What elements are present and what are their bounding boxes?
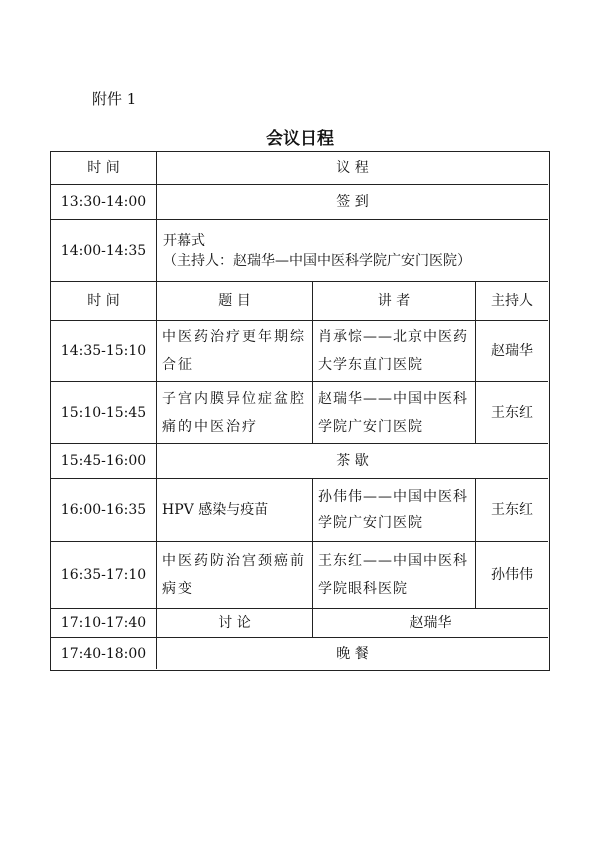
opening-title: 开幕式	[163, 232, 205, 249]
header-agenda: 议 程	[157, 152, 548, 185]
discussion-host-cell: 赵瑞华	[313, 609, 548, 638]
dinner-cell: 晚 餐	[336, 645, 369, 662]
time-cell: 16:00-16:35	[51, 479, 157, 542]
header-time: 时 间	[51, 152, 157, 185]
schedule-table	[50, 151, 550, 671]
host-cell: 赵瑞华	[476, 321, 548, 382]
topic-cell: 中医药防治宫颈癌前病变	[157, 542, 313, 609]
discussion-cell: 讨 论	[157, 609, 313, 638]
time-cell: 16:35-17:10	[51, 542, 157, 609]
host-cell: 王东红	[476, 479, 548, 542]
topic-cell: 中医药治疗更年期综合征	[157, 321, 313, 382]
host-cell: 孙伟伟	[476, 542, 548, 609]
subheader-time: 时 间	[51, 282, 157, 321]
subheader-topic: 题 目	[157, 282, 313, 321]
subheader-speaker: 讲 者	[313, 282, 476, 321]
time-cell: 15:45-16:00	[51, 444, 157, 479]
opening-ceremony-cell	[157, 220, 548, 282]
topic-cell: 子宫内膜异位症盆腔痛的中医治疗	[157, 382, 313, 444]
attachment-label: 附件 1	[92, 90, 137, 108]
time-cell: 17:40-18:00	[51, 638, 157, 669]
time-cell: 14:35-15:10	[51, 321, 157, 382]
topic-cell: HPV 感染与疫苗	[157, 479, 313, 542]
speaker-cell: 王东红——中国中医科学院眼科医院	[313, 542, 476, 609]
time-cell: 15:10-15:45	[51, 382, 157, 444]
speaker-cell: 赵瑞华——中国中医科学院广安门医院	[313, 382, 476, 444]
page-title: 会议日程	[266, 129, 334, 149]
subheader-host: 主持人	[476, 282, 548, 321]
time-cell: 13:30-14:00	[51, 185, 157, 220]
tea-break-cell: 茶 歇	[157, 444, 548, 479]
opening-host: （主持人：赵瑞华—中国中医科学院广安门医院）	[163, 252, 471, 269]
time-cell: 14:00-14:35	[51, 220, 157, 282]
speaker-cell: 孙伟伟——中国中医科学院广安门医院	[313, 479, 476, 542]
agenda-cell: 签 到	[157, 185, 548, 220]
host-cell: 王东红	[476, 382, 548, 444]
speaker-cell: 肖承悰——北京中医药大学东直门医院	[313, 321, 476, 382]
time-cell: 17:10-17:40	[51, 609, 157, 638]
